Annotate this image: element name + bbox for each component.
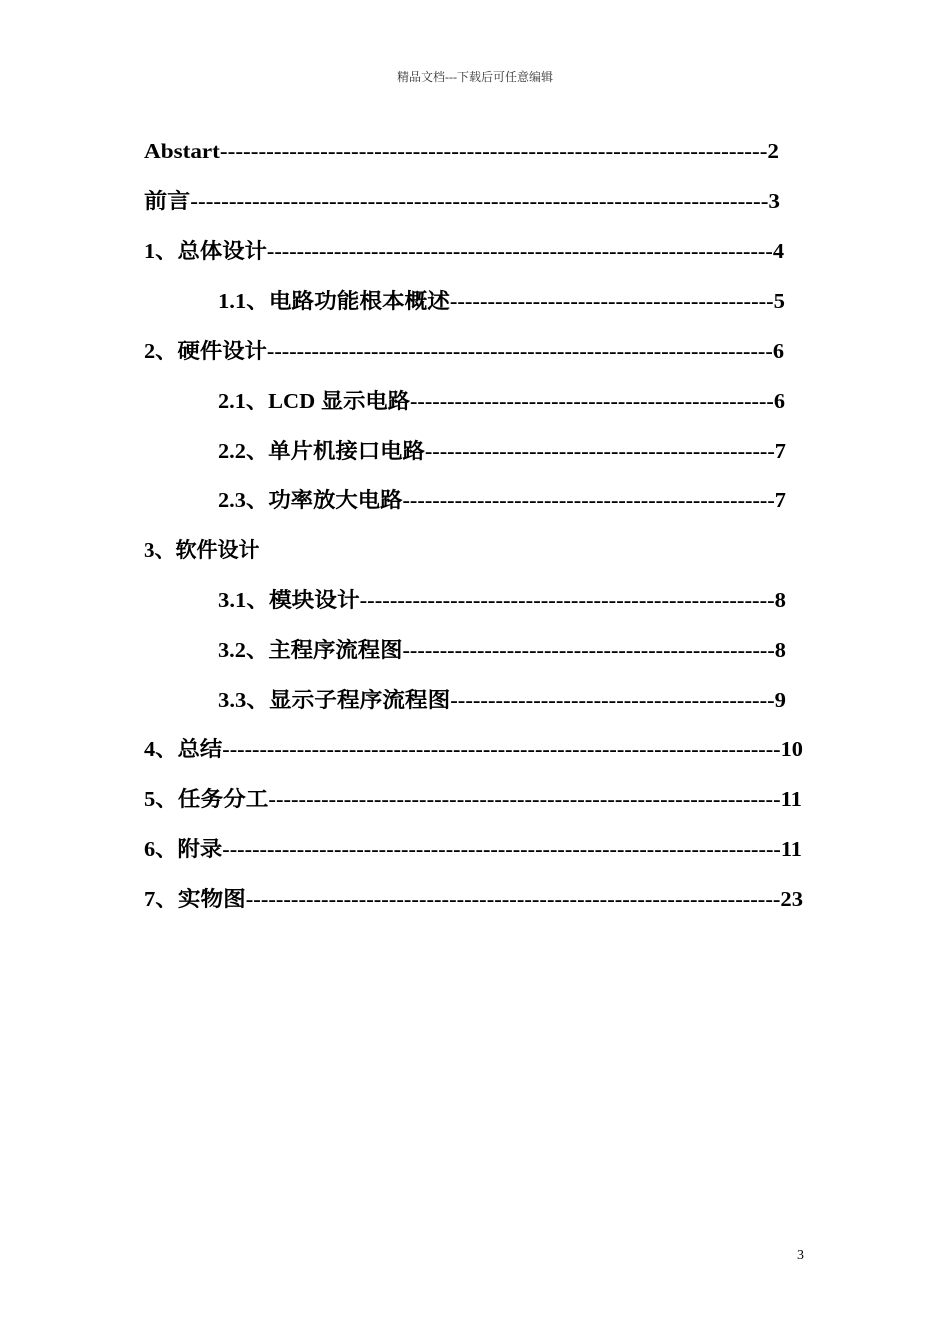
toc-entry-2-2: 2.2、单片机接口电路-----------------------------------------------7: [218, 439, 786, 463]
toc-entry-3-1: 3.1、模块设计-------------------------------------------------------8: [218, 588, 786, 612]
toc-entry-1: 1、总体设计--------------------------------------------------------------------4: [144, 239, 784, 263]
toc-entry-3-3: 3.3、显示子程序流程图-------------------------------------------9: [218, 688, 786, 712]
toc-entry-2-1: 2.1、LCD 显示电路-------------------------------------------------6: [218, 389, 786, 413]
toc-entry-3-2: 3.2、主程序流程图--------------------------------------------------8: [218, 638, 786, 662]
toc-entry-3: 3、软件设计: [144, 538, 260, 562]
page-header: 精品文档---下载后可任意编辑: [397, 70, 553, 84]
toc-entry-2: 2、硬件设计--------------------------------------------------------------------6: [144, 339, 784, 363]
page-number: 3: [797, 1248, 804, 1263]
toc-entry-7: 7、实物图-----------------------------------------------------------------------23: [144, 887, 804, 911]
toc-entry-5: 5、任务分工--------------------------------------------------------------------11: [144, 787, 802, 811]
toc-entry-4: 4、总结---------------------------------------------------------------------------10: [144, 737, 803, 761]
toc-entry-preface: 前言---------------------------------------------------------------------------3: [144, 189, 780, 213]
toc-entry-2-3: 2.3、功率放大电路--------------------------------------------------7: [218, 488, 786, 512]
toc-entry-1-1: 1.1、电路功能根本概述-------------------------------------------5: [218, 289, 785, 313]
toc-entry-6: 6、附录---------------------------------------------------------------------------11: [144, 837, 802, 861]
toc-entry-abstract: Abstart-----------------------------------------------------------------------2: [144, 139, 779, 163]
